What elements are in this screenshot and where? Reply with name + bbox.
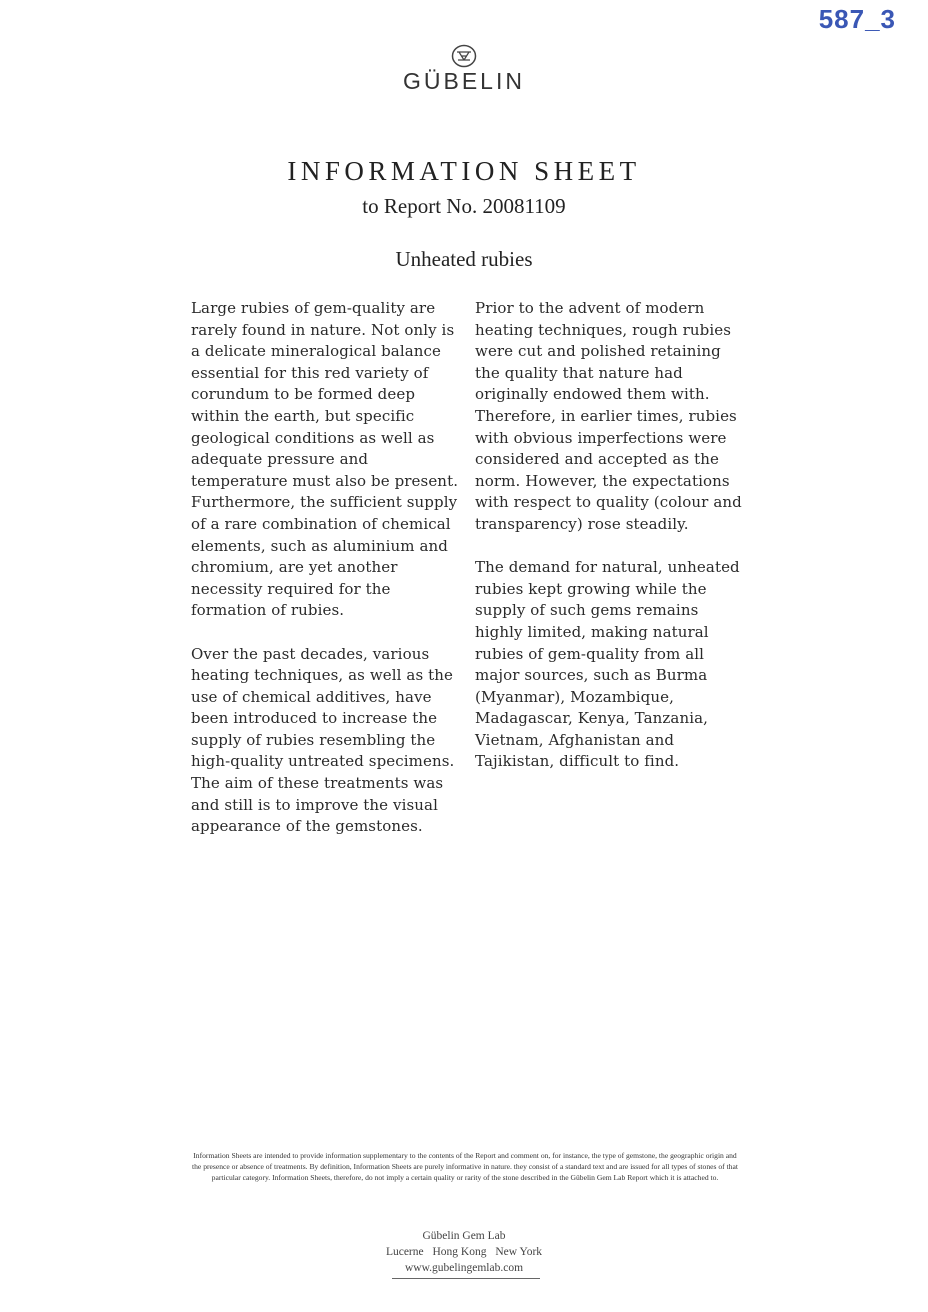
paragraph: Prior to the advent of modern heating techniques, rough rubies were cut and polished retaining the quality that nature had originally endowed them with. Therefore, in earlier times, rubies with obvious imperfections were considered and accepted as the norm. However, the expectations with respect to quality (colour and transparency) rose steadily. — [475, 299, 742, 533]
lab-name: Gübelin Gem Lab — [422, 1230, 506, 1242]
brand-logo — [0, 44, 928, 95]
brand-name: GÜBELIN — [403, 68, 525, 94]
website-link[interactable]: www.gubelingemlab.com — [404, 1262, 524, 1274]
right-column — [475, 298, 743, 795]
city: New York — [495, 1246, 543, 1258]
city: Hong Kong — [432, 1246, 487, 1258]
gubelin-emblem-icon — [451, 44, 477, 68]
paragraph: Large rubies of gem-quality are rarely found in nature. Not only is a delicate mineralogical balance essential for this red variety of corundum to be formed deep within the earth, but specific geological conditions as well as adequate pressure and temperature must also be present. Furthermore, the sufficient supply of a rare combination of chemical elements, such as aluminium and chromium, are yet another necessity required for the formation of rubies. — [191, 299, 459, 620]
page-id-label: 587_3 — [818, 4, 896, 34]
paragraph: Over the past decades, various heating techniques, as well as the use of chemical additives, have been introduced to increase the supply of rubies resembling the high-quality untreated specimens. The aim of these treatments was and still is to improve the visual appearance of the gemstones. — [191, 644, 455, 836]
disclaimer-footnote: Information Sheets are intended to provide information supplementary to the contents of the Report and comment on, for instance, the type of gemstone, the geographic origin and the presence or absence of treatments. By definition, Information Sheets are purely informative in nature. they consist of a standard text and are issued for all types of stones of that particular category. Information Sheets, therefore, do not imply a certain quality or rarity of the stone described in the Gübelin Gem Lab Report which it is attached to. — [192, 1151, 738, 1183]
document-title: INFORMATION SHEET — [287, 156, 641, 186]
report-number: to Report No. 20081109 — [362, 194, 566, 218]
city: Lucerne — [385, 1246, 424, 1258]
paragraph: The demand for natural, unheated rubies kept growing while the supply of such gems remains highly limited, making natural rubies of gem-quality from all major sources, such as Burma (Myanmar), Mozambique, Madagascar, Kenya, Tanzania, Vietnam, Afghanistan and Tajikistan, difficult to find. — [475, 558, 740, 771]
left-column — [191, 298, 459, 859]
lab-footer — [0, 1228, 928, 1276]
lab-locations — [0, 1244, 928, 1260]
footer-divider — [392, 1278, 540, 1279]
sheet-heading: Unheated rubies — [395, 247, 533, 271]
